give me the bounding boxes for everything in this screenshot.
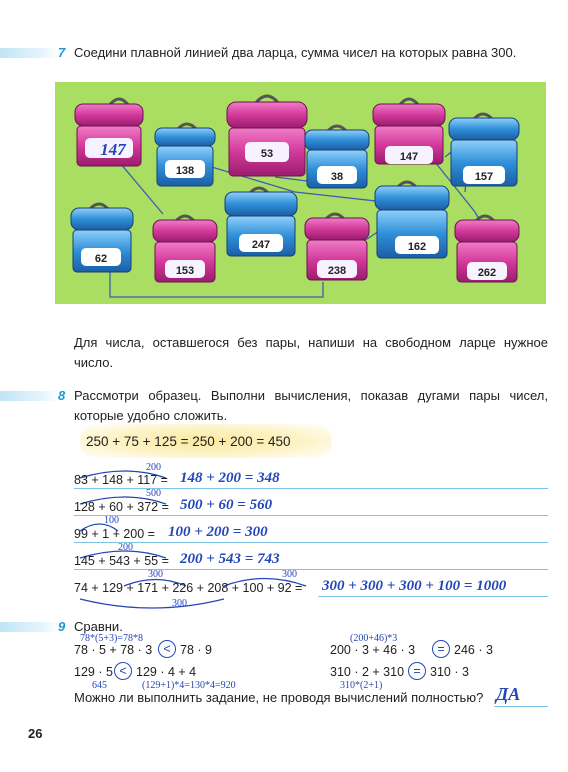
- task8-number: 8: [58, 388, 66, 403]
- chest-panel: [55, 82, 546, 304]
- mark-300: 300: [282, 569, 297, 580]
- expr-row-5: 74 + 129 + 171 + 226 + 208 + 100 + 92 =: [74, 581, 303, 595]
- sign-left-2: <: [114, 662, 132, 680]
- task7-number: 7: [58, 45, 66, 60]
- chest-157: [449, 114, 519, 186]
- chest-153: [153, 216, 217, 282]
- answer-row-1: 148 + 200 = 348: [180, 470, 280, 486]
- task8-text: Рассмотри образец. Выполни вычисления, показав дугами пары чисел, которые удобно сложить.: [74, 388, 548, 423]
- chest-label: 162: [407, 241, 427, 253]
- compare-left-1-a: 78 · 5 + 78 · 3: [74, 643, 153, 657]
- chest-147-b: [373, 99, 445, 164]
- task9-number: 9: [58, 619, 66, 634]
- sign-right-2: =: [408, 662, 426, 680]
- chest-label: 53: [260, 148, 274, 160]
- chest-38: [305, 126, 369, 188]
- chest-label: 62: [94, 253, 108, 265]
- task7-text: Соедини плавной линией два ларца, сумма чисел на которых равна 300.: [74, 45, 517, 60]
- compare-right-2-b: 310 · 3: [430, 665, 469, 679]
- task9-answer: ДА: [496, 684, 521, 704]
- chest-label: 153: [175, 265, 195, 277]
- chest-262: [455, 216, 519, 282]
- answer-row-5: 300 + 300 + 300 + 100 = 1000: [322, 578, 507, 594]
- page-number: 26: [28, 726, 43, 741]
- answer-row-4: 200 + 543 = 743: [180, 551, 280, 567]
- compare-left-1-b: 78 · 9: [180, 643, 212, 657]
- mark-100: 100: [104, 515, 119, 526]
- chest-label: 138: [175, 165, 195, 177]
- chest-label: 38: [330, 171, 344, 183]
- mark-200: 200: [146, 462, 161, 473]
- expr-row-2: 128 + 60 + 372 =: [74, 500, 169, 514]
- mark-200: 200: [118, 542, 133, 553]
- answer-row-3: 100 + 200 = 300: [168, 524, 268, 540]
- task9-text: Сравни.: [74, 619, 123, 634]
- expr-row-1: 83 + 148 + 117 =: [74, 473, 168, 487]
- chest-238: [305, 214, 369, 280]
- chest-247: [225, 188, 297, 256]
- sample-equation: 250 + 75 + 125 = 250 + 200 = 450: [86, 434, 291, 449]
- note-left-2-b: (129+1)*4=130*4=920: [142, 680, 236, 691]
- mark-500: 500: [146, 488, 161, 499]
- chest-138: [155, 124, 215, 186]
- expr-row-3: 99 + 1 + 200 =: [74, 527, 155, 541]
- chest-label: 247: [251, 239, 271, 251]
- compare-left-2-b: 129 · 4 + 4: [136, 665, 197, 679]
- note-right-2: 310*(2+1): [340, 680, 383, 691]
- sign-right-1: =: [432, 640, 450, 658]
- chest-label: 147: [100, 140, 126, 159]
- task9-question: Можно ли выполнить задание, не проводя вычислений полностью?: [74, 690, 484, 705]
- answer-row-2: 500 + 60 = 560: [180, 497, 273, 513]
- expr-row-4: 145 + 543 + 55 =: [74, 554, 169, 568]
- chest-162: [375, 182, 449, 258]
- chest-label: 262: [477, 267, 497, 279]
- chest-147-a: [75, 99, 143, 166]
- chest-53: [227, 96, 307, 176]
- chest-label: 147: [399, 151, 419, 163]
- chest-label: 157: [474, 171, 494, 183]
- compare-right-1-a: 200 · 3 + 46 · 3: [330, 643, 416, 657]
- mark-300: 300: [172, 598, 187, 609]
- sign-left-1: <: [158, 640, 176, 658]
- task7-note: Для числа, оставшегося без пары, напиши на свободном ларце нужное число.: [74, 335, 548, 370]
- note-left-1: 78*(5+3)=78*8: [80, 633, 143, 644]
- mark-300: 300: [148, 569, 163, 580]
- note-right-1: (200+46)*3: [350, 633, 398, 644]
- note-left-2-a: 645: [92, 680, 107, 691]
- compare-right-1-b: 246 · 3: [454, 643, 493, 657]
- chest-label: 238: [327, 265, 347, 277]
- compare-left-2-a: 129 · 5: [74, 665, 113, 679]
- compare-right-2-a: 310 · 2 + 310: [330, 665, 405, 679]
- chest-62: [71, 204, 133, 272]
